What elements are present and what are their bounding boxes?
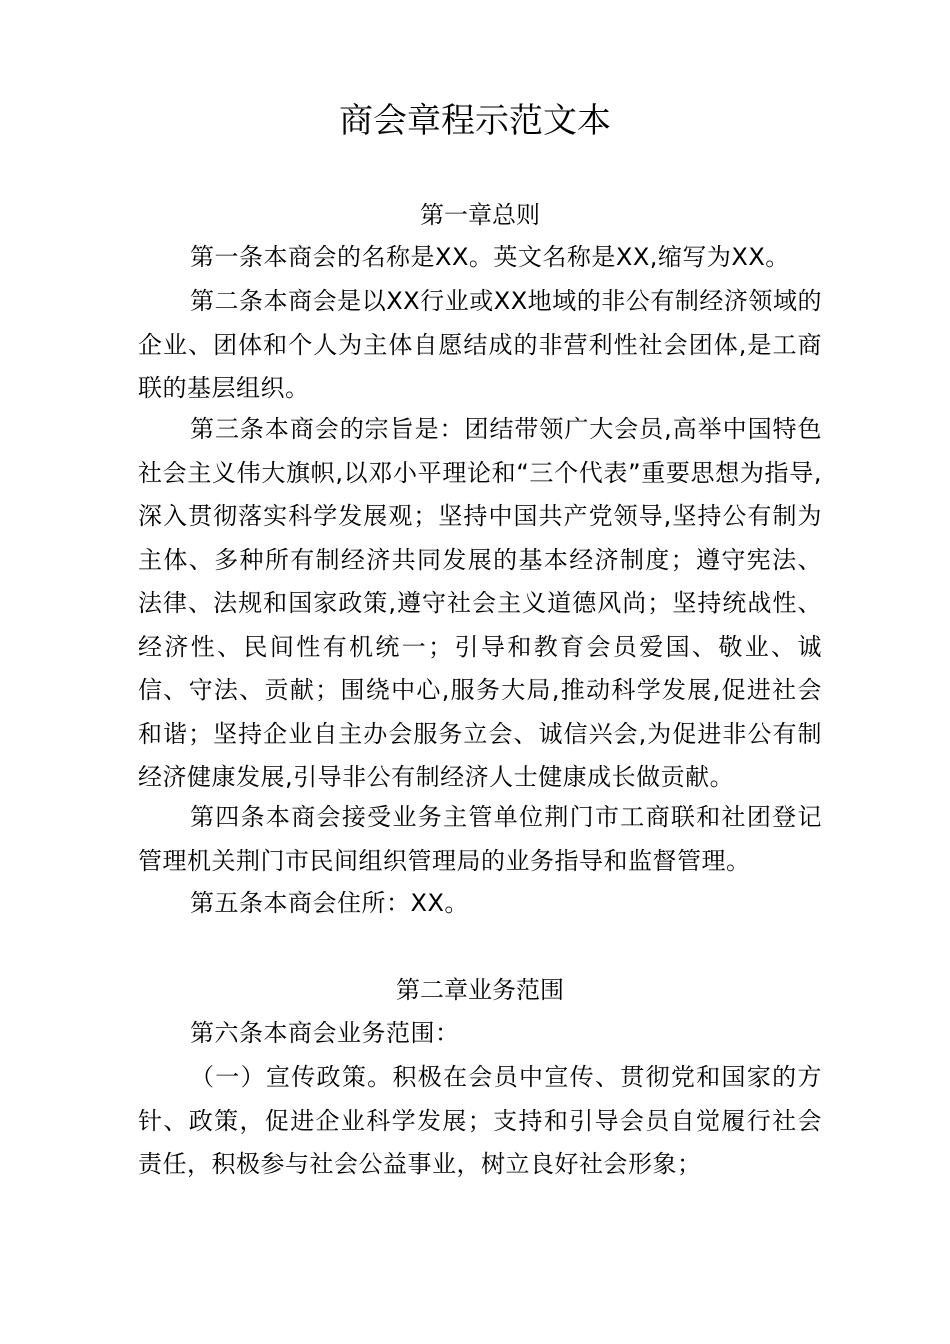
chapter-2-heading: 第二章业务范围 (396, 976, 564, 1004)
article-2: 第二条本商会是以XX行业或XX地域的非公有制经济领域的企业、团体和个人为主体自愿结成的非营利性社会团体,是工商联的基层组织。 (138, 287, 822, 402)
article-3: 第三条本商会的宗旨是：团结带领广大会员,高举中国特色社会主义伟大旗帜,以邓小平理论和“三个代表”重要思想为指导,深入贯彻落实科学发展观；坚持中国共产党领导,坚持公有制为主体、多种所有制经济共同发展的基本经济制度；遵守宪法、法律、法规和国家政策,遵守社会主义道德风尚；坚持统战性、经济性、民间性有机统一；引导和教育会员爱国、敬业、诚信、守法、贡献；围绕中心,服务大局,推动科学发展,促进社会和谐；坚持企业自主办会服务立会、诚信兴会,为促进非公有制经济健康发展,引导非公有制经济人士健康成长做贡献。 (138, 415, 822, 791)
article-4: 第四条本商会接受业务主管单位荆门市工商联和社团登记管理机关荆门市民间组织管理局的业务指导和监督管理。 (138, 803, 822, 875)
chapter-1-heading: 第一章总则 (420, 201, 540, 229)
document-title: 商会章程示范文本 (339, 101, 611, 141)
article-6: 第六条本商会业务范围： (190, 1019, 460, 1047)
article-5: 第五条本商会住所：XX。 (190, 889, 469, 917)
article-1: 第一条本商会的名称是XX。英文名称是XX,缩写为XX。 (190, 243, 790, 271)
article-6-item-1: （一）宣传政策。积极在会员中宣传、贯彻党和国家的方针、政策，促进企业科学发展；支持和引导会员自觉履行社会责任，积极参与社会公益事业，树立良好社会形象； (138, 1063, 822, 1178)
